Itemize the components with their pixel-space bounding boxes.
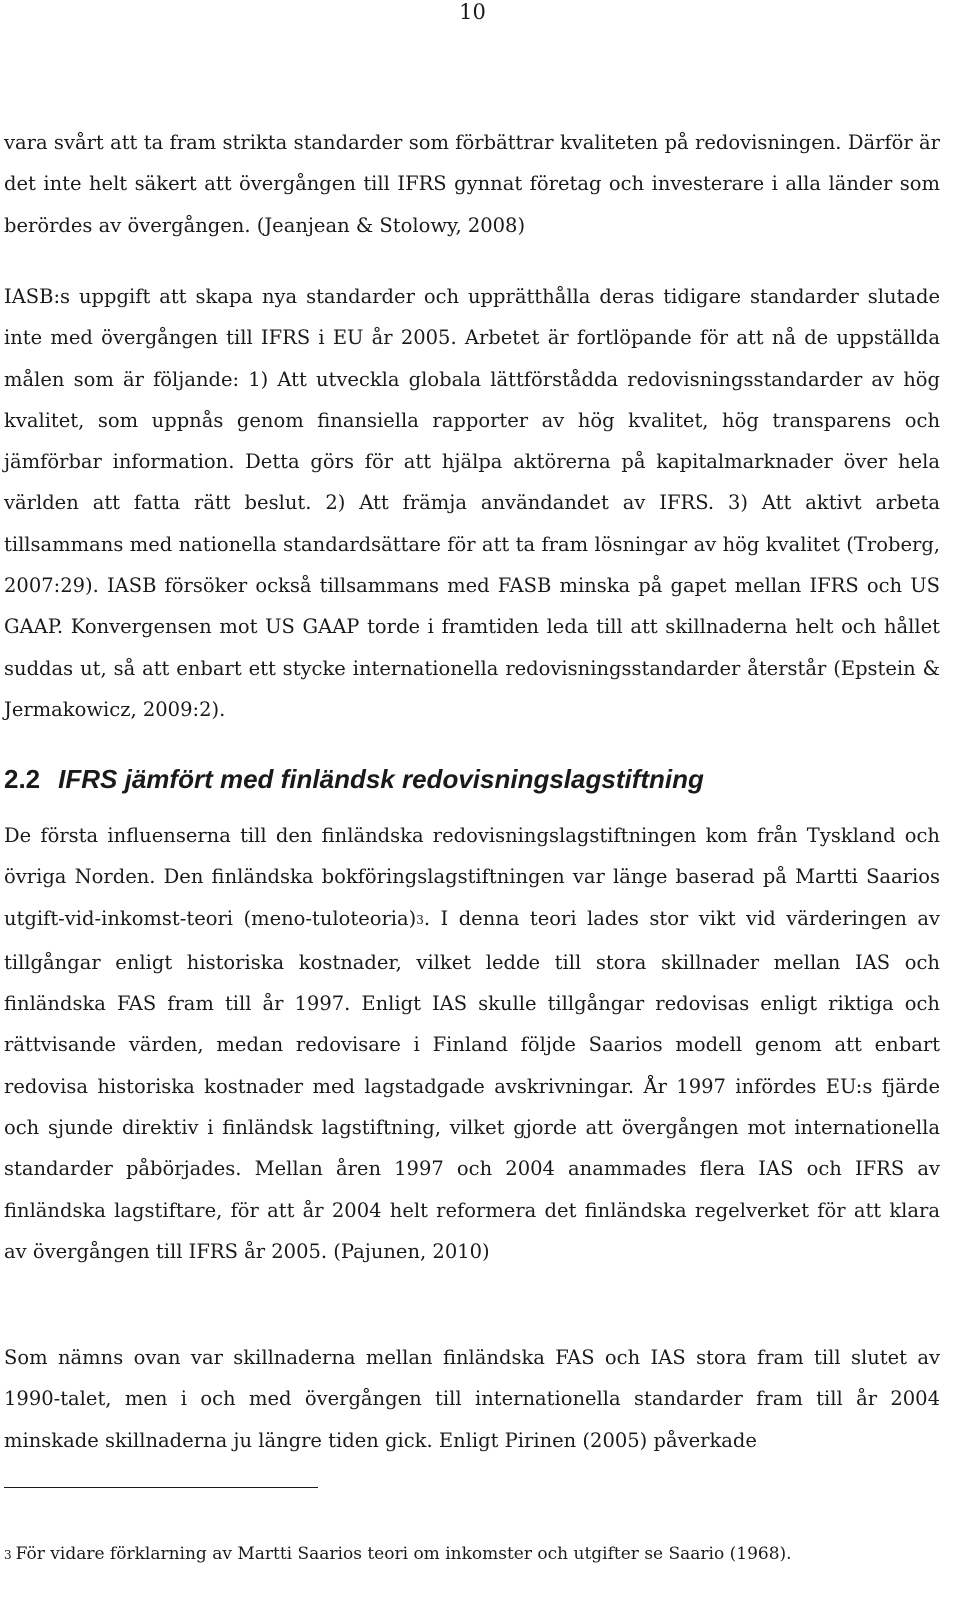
footnote-reference: 3 xyxy=(416,912,424,927)
footnote-divider xyxy=(4,1487,318,1488)
paragraph-text-part: . I denna teori lades stor vikt vid värderingen av tillgångar enligt historiska kostnader, vilket ledde till stora skillnader mellan IAS och finländska FAS fram till år 1997. Enligt IAS skulle tillgångar redovisas enligt riktiga och rättvisande värden, medan redovisare i Finland följde Saarios modell genom att enbart redovisa historiska kostnader med lagstadgade avskrivningar. År 1997 infördes EU:s fjärde och sjunde direktiv i finländsk lagstiftning, vilket gjorde att övergången mot internationella standarder påbörjades. Mellan åren 1997 och 2004 anammades flera IAS och IFRS av finländska lagstiftare, för att år 2004 helt reformera det finländska regelverket för att klara av övergången till IFRS år 2005. (Pajunen, 2010) xyxy=(4,906,940,1263)
footnote-mark: 3 xyxy=(4,1548,12,1562)
paragraph-finnish-history xyxy=(4,815,940,1272)
paragraph-text-part: De första influenserna till den finländska redovisningslagstiftningen kom från Tyskland och övriga Norden. Den finländska bokföringslagstiftningen var länge baserad på Martti Saarios utgift-vid-inkomst-teori (meno-tuloteoria) xyxy=(4,824,940,930)
section-number: 2.2 xyxy=(4,764,41,794)
section-title: IFRS jämfört med finländsk redovisningslagstiftning xyxy=(58,764,704,794)
footnote-text: För vidare förklarning av Martti Saarios teori om inkomster och utgifter se Saario (1968). xyxy=(15,1544,792,1564)
paragraph-iasb-goals: IASB:s uppgift att skapa nya standarder och upprätthålla deras tidigare standarder slutade inte med övergången till IFRS i EU år 2005. Arbetet är fortlöpande för att nå de uppställda målen som är följande: 1) Att utveckla globala lättförstådda redovisningsstandarder av hög kvalitet, som uppnås genom finansiella rapporter av hög kvalitet, hög transparens och jämförbar information. Detta görs för att hjälpa aktörerna på kapitalmarknader över hela världen att fatta rätt beslut. 2) Att främja användandet av IFRS. 3) Att aktivt arbeta tillsammans med nationella standardsättare för att ta fram lösningar av hög kvalitet (Troberg, 2007:29). IASB försöker också tillsammans med FASB minska på gapet mellan IFRS och US GAAP. Konvergensen mot US GAAP torde i framtiden leda till att skillnaderna helt och hållet suddas ut, så att enbart ett stycke internationella redovisningsstandarder återstår (Epstein & Jermakowicz, 2009:2). xyxy=(4,285,940,721)
paragraph-differences: Som nämns ovan var skillnaderna mellan finländska FAS och IAS stora fram till slutet av 1990-talet, men i och med övergången till internationella standarder fram till år 2004 minskade skillnaderna ju längre tiden gick. Enligt Pirinen (2005) påverkade xyxy=(4,1346,940,1452)
section-heading xyxy=(4,757,940,801)
page-number: 10 xyxy=(459,0,486,24)
footnote xyxy=(4,1542,940,1567)
paragraph-jeanjean: vara svårt att ta fram strikta standarder som förbättrar kvaliteten på redovisningen. Därför är det inte helt säkert att övergången till IFRS gynnat företag och investerare i alla länder som berördes av övergången. (Jeanjean & Stolowy, 2008) xyxy=(4,131,940,237)
